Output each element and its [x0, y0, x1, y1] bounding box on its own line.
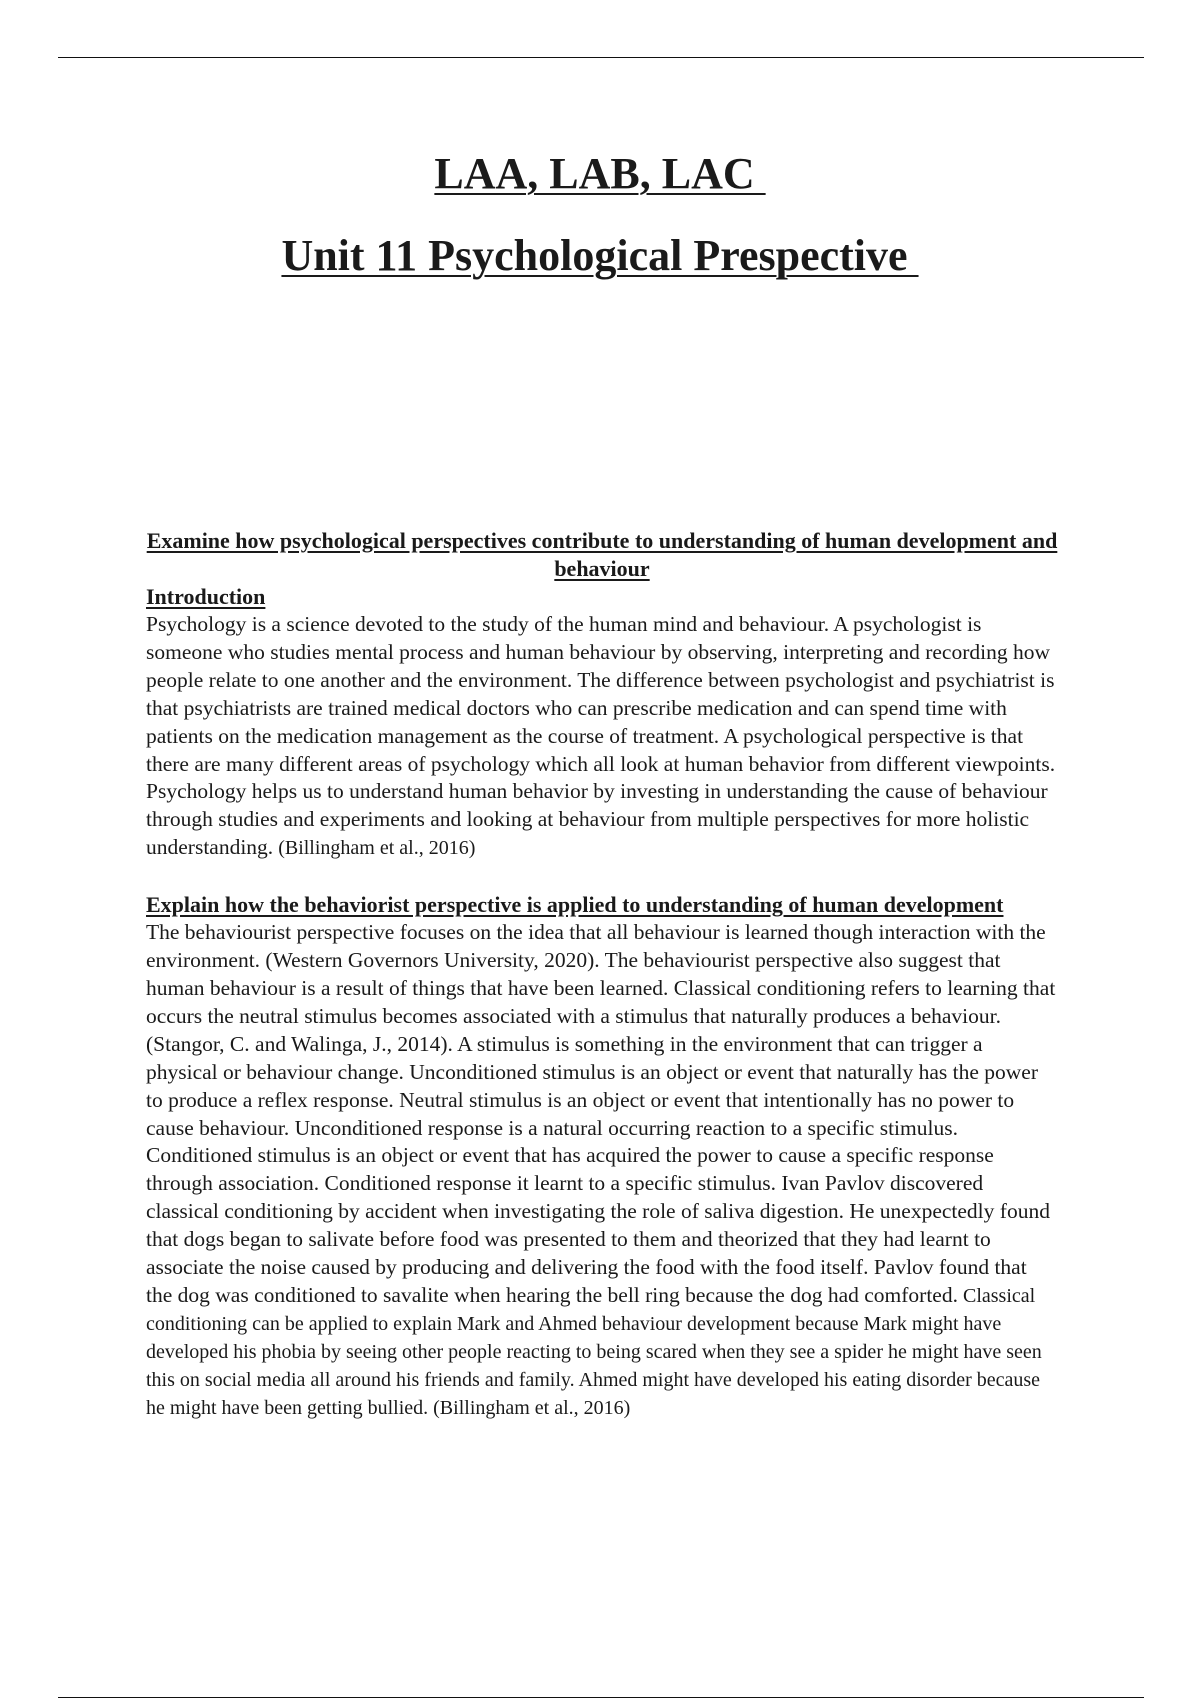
behaviorist-paragraph — [146, 919, 1058, 1421]
document-title — [0, 148, 1200, 200]
introduction-citation: (Billingham et al., 2016) — [273, 837, 476, 860]
document-body — [146, 527, 1058, 1421]
behaviorist-text: The behaviourist perspective focuses on the idea that all behaviour is learned though interaction with the environment. (Western Governors University, 2020). The behaviourist perspective also suggest that human behaviour is a result of things that have been learned. Classical conditioning refers to learning that occurs the neutral stimulus becomes associated with a stimulus that naturally produces a behaviour. (Stangor, C. and Walinga, J., 2014). A stimulus is something in the environment that can trigger a physical or behaviour change. Unconditioned stimulus is an object or event that naturally has the power to produce a reflex response. Neutral stimulus is an object or event that intentionally has no power to cause behaviour. Unconditioned response is a natural occurring reaction to a specific stimulus. Conditioned stimulus is an object or event that has acquired the power to cause a specific response through association. Conditioned response it learnt to a specific stimulus. Ivan Pavlov discovered classical conditioning by accident when investigating the role of saliva digestion. He unexpectedly found that dogs began to salivate before food was presented to them and theorized that they had learnt to associate the noise caused by producing and delivering the food with the food itself. Pavlov found that the dog was conditioned to savalite when hearing the bell ring because the dog had comforted. — [146, 920, 1056, 1307]
introduction-paragraph — [146, 611, 1058, 863]
behaviorist-application-text: Classical conditioning can be applied to explain Mark and Ahmed behaviour development because Mark might have developed his phobia by seeing other people reacting to being scared when they see a spider he might have seen this on social media all around his friends and family. Ahmed might have developed his eating disorder because he might have been getting bullied. (Billingham et al., 2016) — [146, 1284, 1042, 1419]
title-line-2: Unit 11 Psychological Prespective — [281, 231, 919, 280]
title-line-1: LAA, LAB, LAC — [434, 149, 766, 198]
top-rule — [58, 57, 1144, 58]
introduction-text: Psychology is a science devoted to the study of the human mind and behaviour. A psychologist is someone who studies mental process and human behaviour by observing, interpreting and recording how people relate to one another and the environment. The difference between psychologist and psychiatrist is that psychiatrists are trained medical doctors who can prescribe medication and can spend time with patients on the medication management as the course of treatment. A psychological perspective is that there are many different areas of psychology which all look at human behavior from different viewpoints. Psychology helps us to understand human behavior by investing in understanding the cause of behaviour through studies and experiments and looking at behaviour from multiple perspectives for more holistic understanding. — [146, 612, 1056, 860]
section-spacer — [146, 863, 1058, 891]
document-subtitle — [0, 230, 1200, 282]
introduction-heading: Introduction — [146, 584, 266, 609]
main-question-heading: Examine how psychological perspectives contribute to understanding of human development and behaviour — [146, 528, 1058, 581]
bottom-rule — [58, 1697, 1144, 1698]
behaviorist-heading: Explain how the behaviorist perspective is applied to understanding of human development — [146, 892, 1004, 918]
